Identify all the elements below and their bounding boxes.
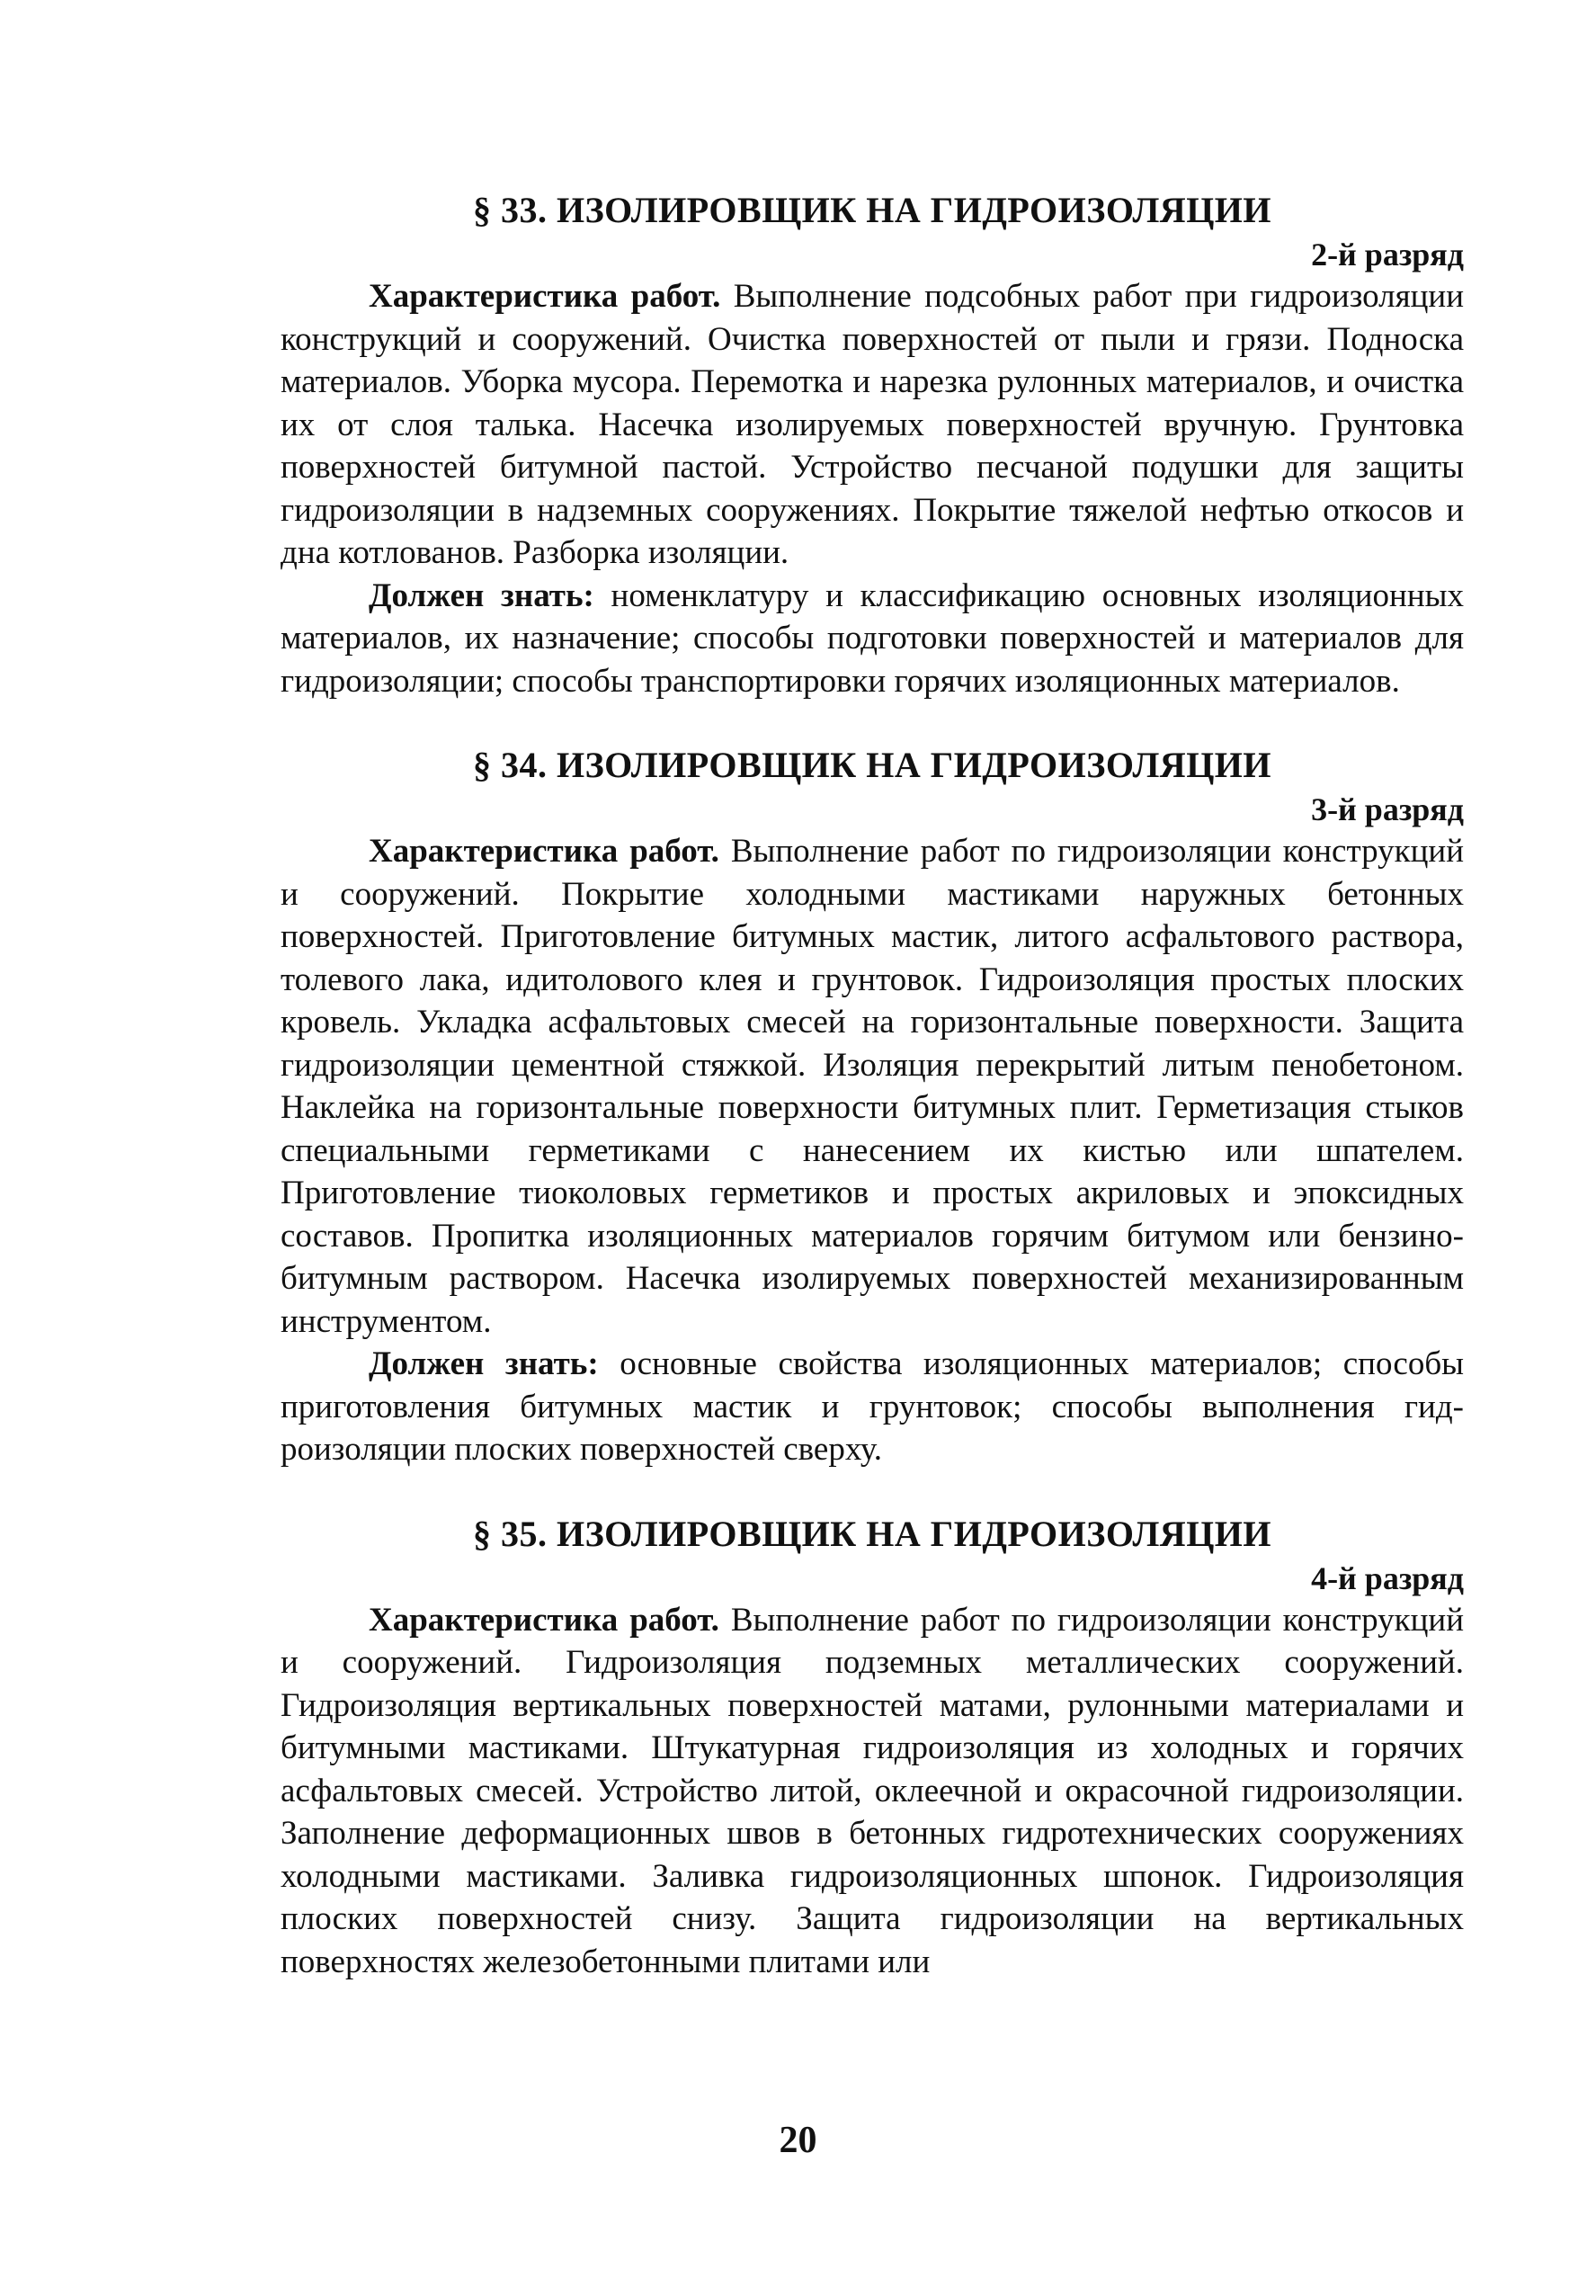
document-page (281, 187, 1464, 1983)
section-34 (281, 742, 1464, 1471)
work-characteristics-paragraph (281, 1599, 1464, 1984)
paragraph-lead: Характеристика работ. (369, 833, 719, 870)
paragraph-text: основные свойства изоляционных материалов; способы приготовления битумных мастик и грунтовок; способы выполнения гидроизоляции плоских поверхностей сверху. (281, 1345, 1465, 1468)
section-gap (281, 1471, 1464, 1511)
section-35 (281, 1511, 1464, 1984)
work-characteristics-paragraph (281, 830, 1464, 1343)
grade-label: 3-й разряд (1311, 791, 1464, 827)
section-title: § 34. ИЗОЛИРОВЩИК НА ГИДРОИЗОЛЯЦИИ (472, 745, 1272, 785)
paragraph-text: Выполнение работ по гидроизоляции конструкций и сооружений. Покрытие холодными мастиками наружных бетонных поверхностей. Приготовление битумных мастик, литого асфальтового раствора, толевого лака, идитолового клея и грунтовок. Гидроизоляция простых плоских кровель. Укладка асфальтовых смесей на горизонтальные поверхности. Защита гидроизоляции цементной стяжкой. Изоляция перекрытий литым пенобетоном. Наклейка на горизонтальные поверхности битумных плит. Герметизация стыков специальными герметиками с нанесением их кистью или шпателем. Приготовление тиоколовых герметиков и простых акриловых и эпоксидных составов. Пропитка изоляционных материалов горячим битумом или бензино-битумным раствором. Насечка изолируемых поверхностей механизированным инструментом. (281, 833, 1464, 1340)
paragraph-text: номенклатуру и классификацию основных изоляционных материалов, их назначение; способы подготовки поверхностей и материалов для гидроизоляции; способы транспортировки горячих изоляционных материалов. (281, 576, 1464, 700)
paragraph-lead: Характеристика работ. (369, 278, 721, 315)
section-title: § 33. ИЗОЛИРОВЩИК НА ГИДРОИЗОЛЯЦИИ (472, 190, 1272, 230)
paragraph-lead: Должен знать: (369, 576, 594, 614)
page-number: 20 (779, 2120, 817, 2161)
grade-label: 4-й разряд (1311, 1559, 1464, 1596)
grade-label: 2-й разряд (1311, 237, 1464, 272)
paragraph-text: Выполнение работ по гидроизоляции конструкций и сооружений. Гидроизоляция подземных металлических сооружений. Гидроизоляция вертикальных поверхностей матами, рулонными материалами и битумными мастиками. Штукатурная гидроизоляция из холодных и горячих асфальтовых смесей. Устройство литой, оклеечной и окрасочной гидроизоляции. Заполнение деформационных швов в бетонных гидротехнических сооружениях холодными мастиками. Заливка гидроизоляционных шпонок. Гидроизоляция плоских поверхностей снизу. Защита гидроизоляции на вертикальных поверхностях железобетонными плитами или (281, 1601, 1464, 1980)
section-gap (281, 702, 1464, 742)
paragraph-lead: Характеристика работ. (369, 1601, 719, 1639)
required-knowledge-paragraph (281, 1343, 1464, 1471)
section-title: § 35. ИЗОЛИРОВЩИК НА ГИДРОИЗОЛЯЦИИ (472, 1513, 1272, 1554)
paragraph-lead: Должен знать: (369, 1345, 599, 1382)
work-characteristics-paragraph (281, 275, 1464, 575)
required-knowledge-paragraph (281, 575, 1464, 703)
paragraph-text: Выполнение подсобных работ при гидроизоляции конструкций и сооружений. Очистка поверхностей от пыли и грязи. Подноска материалов. Уборка мусора. Перемотка и нарезка рулонных материалов, и очистка их от слоя талька. Насечка изолируемых поверхностей вручную. Грунтовка поверхностей битумной пастой. Устройство песчаной подушки для защиты гидроизоляции в надземных сооружениях. Покрытие тяжелой нефтью откосов и дна котлованов. Разборка изоляции. (281, 278, 1465, 571)
section-33 (281, 187, 1464, 702)
